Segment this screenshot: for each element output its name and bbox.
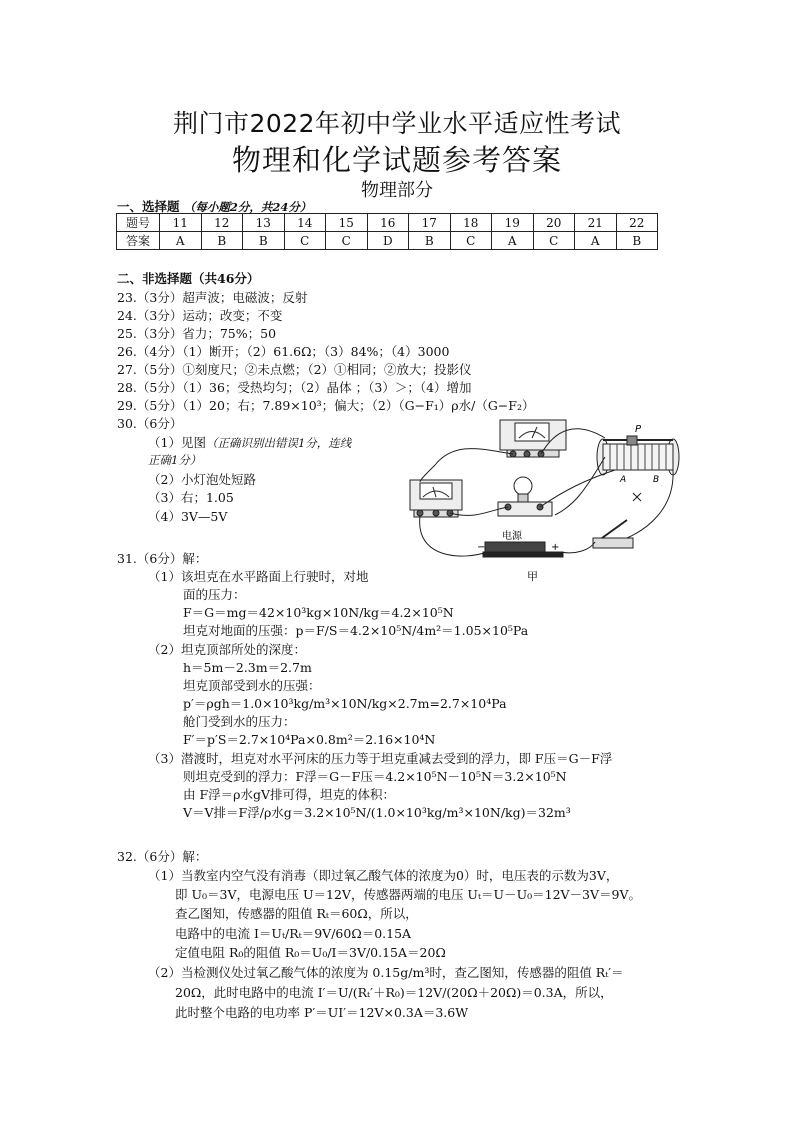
answer-32-p1a: （1）当教室内空气没有消毒（即过氧乙酸气体的浓度为0）时，电压表的示数为3V， bbox=[148, 868, 619, 883]
answer-table bbox=[116, 213, 658, 250]
table-cell: A bbox=[575, 232, 617, 250]
rheostat-slider bbox=[627, 436, 637, 445]
answer-32-p2b: 20Ω，此时电路中的电流 I′＝U/(Rₜ′＋R₀)＝12V/(20Ω＋20Ω)＝0.3A，所以， bbox=[175, 985, 613, 1000]
table-cell: C bbox=[284, 232, 326, 250]
table-header-answer: 答案 bbox=[117, 232, 160, 250]
answer-30-line2: （2）小灯泡处短路 bbox=[148, 472, 256, 487]
answer-31-p2b: h＝5m－2.3m＝2.7m bbox=[183, 660, 312, 675]
answer-31-p2e: 舱门受到水的压力： bbox=[183, 714, 296, 729]
answer-31-p2f: F′＝p′S＝2.7×10⁴Pa×0.8m²＝2.16×10⁴N bbox=[183, 732, 436, 747]
table-cell: 20 bbox=[533, 214, 575, 232]
answer-31-p2c: 坦克顶部受到水的压强： bbox=[183, 678, 321, 693]
answer-30-line1-note: （正确识别出错误1分，连线 bbox=[205, 436, 352, 450]
table-cell: B bbox=[243, 232, 285, 250]
answer-31-p1a: （1）该坦克在水平路面上行驶时，对地 bbox=[148, 569, 369, 584]
answer-31-p1b: 面的压力： bbox=[183, 587, 246, 602]
battery bbox=[485, 542, 545, 552]
table-cell: A bbox=[492, 232, 534, 250]
slider-p-label: P bbox=[635, 424, 642, 435]
answer-26: 26.（4分）（1）断开；（2）61.6Ω；（3）84%；（4）3000 bbox=[117, 344, 450, 359]
table-cell: 18 bbox=[450, 214, 492, 232]
power-supply-label: 电源 bbox=[502, 531, 522, 542]
page-title: 荆门市2022年初中学业水平适应性考试 bbox=[172, 109, 622, 138]
page-subtitle: 物理和化学试题参考答案 bbox=[231, 143, 562, 177]
table-cell: 12 bbox=[201, 214, 243, 232]
table-cell: 21 bbox=[575, 214, 617, 232]
table-cell: 17 bbox=[409, 214, 451, 232]
minus-terminal: − bbox=[477, 542, 486, 553]
table-cell: 13 bbox=[243, 214, 285, 232]
terminal-a-label: A bbox=[620, 475, 627, 485]
answer-32-head: 32.（6分）解： bbox=[117, 849, 208, 864]
table-cell: B bbox=[616, 232, 658, 250]
answer-32-p1e: 定值电阻 R₀的阻值 R₀＝U₀/I＝3V/0.15A＝20Ω bbox=[175, 945, 446, 960]
answer-31-p1c: F＝G＝mg＝42×10³kg×10N/kg＝4.2×10⁵N bbox=[183, 605, 454, 620]
answer-31-p3b: 则坦克受到的浮力：F浮＝G－F压＝4.2×10⁵N－10⁵N＝3.2×10⁵N bbox=[183, 769, 567, 784]
table-cell: 11 bbox=[160, 214, 202, 232]
switch-base bbox=[593, 538, 633, 548]
switch-lever bbox=[602, 520, 627, 538]
answer-31-p1d: 坦克对地面的压强：p＝F/S＝4.2×10⁵N/4m²＝1.05×10⁵Pa bbox=[183, 623, 529, 638]
answer-31-p2d: p′＝ρgh＝1.0×10³kg/m³×10N/kg×2.7m=2.7×10⁴Pa bbox=[183, 696, 507, 711]
answer-30-line1 bbox=[148, 434, 351, 452]
table-cell: 22 bbox=[616, 214, 658, 232]
terminal-b-label: B bbox=[653, 475, 660, 485]
answer-27: 27.（5分）①刻度尺；②未点燃；（2）①相同；②放大；投影仪 bbox=[117, 362, 472, 377]
answer-30-line3: （3）右；1.05 bbox=[148, 490, 234, 505]
section1-note: （每小题2分，共24分） bbox=[183, 200, 312, 214]
answer-31-p3c: 由 F浮＝ρ水gV排可得，坦克的体积： bbox=[183, 787, 396, 802]
plus-terminal: + bbox=[551, 542, 560, 553]
answer-25: 25.（3分）省力；75%；50 bbox=[117, 326, 277, 341]
table-cell: 19 bbox=[492, 214, 534, 232]
table-cell: 14 bbox=[284, 214, 326, 232]
figure-caption: 甲 bbox=[527, 570, 538, 583]
answer-table-answer-row bbox=[117, 232, 658, 250]
answer-30-line1-cont: 正确1分） bbox=[148, 453, 202, 467]
answer-32-p1d: 电路中的电流 I＝Uₜ/Rₜ＝9V/60Ω＝0.15A bbox=[175, 926, 412, 941]
answer-30-head: 30.（6分） bbox=[117, 416, 183, 431]
answer-31-p3a: （3）潜渡时，坦克对水平河床的压力等于坦克重减去受到的浮力，即 F压＝G－F浮 bbox=[148, 751, 613, 766]
answer-32-p1c: 查乙图知，传感器的阻值 Rₜ＝60Ω，所以， bbox=[175, 906, 418, 921]
answer-23: 23.（3分）超声波；电磁波；反射 bbox=[117, 290, 308, 305]
table-cell: 16 bbox=[367, 214, 409, 232]
answer-32-p2a: （2）当检测仪处过氧乙酸气体的浓度为 0.15g/m³时，查乙图知，传感器的阻值 Rₜ′＝ bbox=[148, 965, 624, 980]
answer-28: 28.（5分）（1）36；受热均匀；（2）晶体 ；（3）＞；（4）增加 bbox=[117, 380, 472, 395]
table-cell: C bbox=[450, 232, 492, 250]
section1-heading-text: 一、选择题 bbox=[117, 199, 180, 214]
table-cell: 15 bbox=[326, 214, 368, 232]
answer-29: 29.（5分）（1）20；右；7.89×10³；偏大；（2）（G−F₁）ρ水/（G−F₂） bbox=[117, 398, 535, 413]
circuit-diagram bbox=[405, 410, 690, 585]
table-header-question: 题号 bbox=[117, 214, 160, 232]
answer-30-line4: （4）3V—5V bbox=[148, 509, 228, 524]
answer-32-p1b: 即 U₀＝3V，电源电压 U＝12V，传感器两端的电压 Uₜ＝U－U₀＝12V－3V＝9V。 bbox=[175, 887, 642, 902]
answer-31-head: 31.（6分）解： bbox=[117, 551, 208, 566]
section2-heading: 二、非选择题（共46分） bbox=[117, 271, 260, 286]
table-cell: B bbox=[201, 232, 243, 250]
table-cell: A bbox=[160, 232, 202, 250]
answer-31-p2a: （2）坦克顶部所处的深度： bbox=[148, 642, 306, 657]
table-cell: D bbox=[367, 232, 409, 250]
table-cell: B bbox=[409, 232, 451, 250]
table-cell: C bbox=[326, 232, 368, 250]
answer-30-line1-text: （1）见图 bbox=[148, 435, 206, 450]
table-cell: C bbox=[533, 232, 575, 250]
answer-32-p2c: 此时整个电路的电功率 P′＝UI′＝12V×0.3A＝3.6W bbox=[175, 1005, 469, 1020]
answer-31-p3d: V＝V排＝F浮/ρ水g＝3.2×10⁵N/(1.0×10³kg/m³×10N/kg)＝32m³ bbox=[183, 805, 571, 820]
answer-24: 24.（3分）运动；改变；不变 bbox=[117, 308, 283, 323]
answer-table-question-row bbox=[117, 214, 658, 232]
lamp-bulb bbox=[514, 477, 532, 495]
section-subtitle: 物理部分 bbox=[361, 180, 433, 201]
